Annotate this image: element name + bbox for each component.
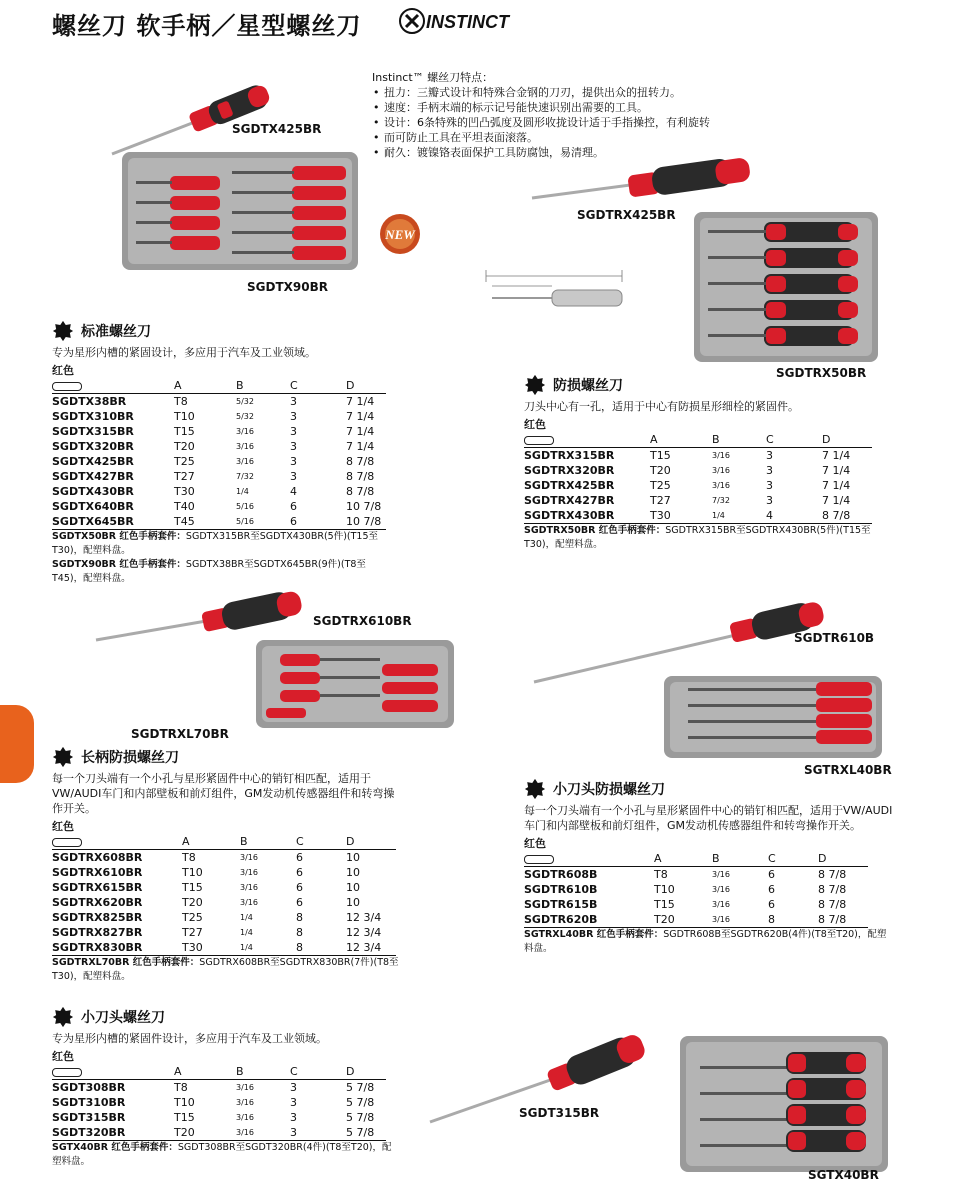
part-number: SGDTX427BR — [52, 470, 134, 483]
table-row — [52, 409, 386, 424]
tray-image-sgtrxl40br — [664, 676, 884, 760]
tip-size: T8 — [174, 1081, 188, 1094]
column-header: A — [650, 432, 712, 448]
table-row — [52, 880, 396, 895]
tip-size: T15 — [174, 1111, 195, 1124]
kit-part-number: SGTX40BR 红色手柄套件： — [52, 1142, 178, 1153]
tip-size: T15 — [182, 881, 203, 894]
column-header: C — [296, 834, 346, 850]
kit-part-number: SGDTRX50BR 红色手柄套件： — [524, 525, 666, 536]
kit-note — [524, 524, 894, 552]
part-number: SGDTRX608BR — [52, 851, 143, 864]
dim-c: 8 — [296, 940, 346, 956]
kit-notes — [524, 928, 894, 956]
column-header: C — [768, 851, 818, 867]
handle-shape-icon — [52, 838, 82, 847]
part-number: SGDTX430BR — [52, 485, 134, 498]
kit-notes — [524, 524, 894, 552]
part-number: SGDTRX827BR — [52, 926, 143, 939]
tray-image-sgtx40br — [680, 1036, 890, 1174]
feature-item: • 耐久：镀镍铬表面保护工具防腐蚀，易清理。 — [384, 145, 772, 160]
tip-size: T8 — [182, 851, 196, 864]
dim-c: 3 — [290, 470, 297, 483]
dim-d: 10 — [346, 881, 360, 894]
caption-sgtrxl40br: SGTRXL40BR — [804, 763, 892, 777]
part-number: SGDTRX320BR — [524, 464, 615, 477]
dim-b: 3/16 — [236, 442, 254, 451]
table-row — [524, 912, 868, 928]
table-row — [52, 1080, 386, 1096]
part-number: SGDTX315BR — [52, 425, 134, 438]
dim-d: 7 1/4 — [346, 440, 375, 453]
dim-c: 3 — [290, 1081, 297, 1094]
table-row — [52, 484, 386, 499]
section-heading — [524, 374, 894, 396]
table-row — [52, 895, 396, 910]
dim-b: 3/16 — [712, 466, 730, 475]
table-row — [524, 508, 872, 524]
dim-d: 8 7/8 — [346, 485, 375, 498]
kit-note — [52, 956, 404, 984]
kit-part-number: SGTRXL40BR 红色手柄套件： — [524, 929, 664, 940]
dim-b: 3/16 — [712, 451, 730, 460]
kit-description: SGDTX38BR至SGDTX645BR(9件)(T8至T45)，配塑料盘。 — [52, 559, 366, 584]
section-tamper — [524, 374, 894, 552]
tip-size: T30 — [650, 508, 712, 524]
part-number: SGDTX310BR — [52, 410, 134, 423]
new-badge — [378, 212, 422, 256]
caption-sgdtx425br: SGDTX425BR — [232, 122, 322, 136]
dim-d: 10 7/8 — [346, 500, 382, 513]
column-header: D — [346, 1064, 386, 1080]
section-heading — [52, 1006, 397, 1028]
tray-image-sgdtrx50br — [694, 212, 880, 364]
dim-c: 3 — [290, 1096, 297, 1109]
dim-d: 8 7/8 — [346, 470, 375, 483]
part-number: SGDTX320BR — [52, 440, 134, 453]
dim-b: 1/4 — [240, 940, 296, 956]
dim-c: 3 — [290, 455, 297, 468]
column-header: A — [654, 851, 712, 867]
color-label: 红色 — [524, 418, 546, 431]
dim-d: 8 7/8 — [818, 868, 847, 881]
dim-b: 1/4 — [240, 928, 253, 937]
part-number: SGDT320BR — [52, 1125, 174, 1141]
tip-size: T8 — [174, 395, 188, 408]
kit-note — [52, 1141, 397, 1169]
torx-star-icon — [52, 746, 74, 768]
screwdriver-image-sgdtr610b — [530, 592, 830, 688]
table-row — [52, 925, 396, 940]
section-title: 标准螺丝刀 — [81, 324, 151, 340]
feature-item: • 设计：6条特殊的凹凸弧度及圆形收拢设计适于手指操控，有利旋转 — [384, 115, 772, 130]
section-description: 每一个刀头端有一个小孔与星形紧固件中心的销钉相匹配，适用于VW/AUDI车门和内部壁板和前灯组件，GM发动机传感器组件和转弯操作开关。 — [52, 772, 395, 815]
dim-c: 3 — [766, 479, 773, 492]
spec-table — [524, 836, 868, 928]
dim-b: 5/16 — [236, 502, 254, 511]
dim-d: 7 1/4 — [822, 479, 851, 492]
kit-notes — [52, 956, 404, 984]
dim-d: 12 3/4 — [346, 911, 382, 924]
table-row — [524, 463, 872, 478]
dim-b: 3/16 — [712, 912, 768, 928]
tip-size: T27 — [650, 494, 671, 507]
screwdriver-image-sgdtx425br — [100, 72, 300, 162]
tip-size: T10 — [174, 1096, 195, 1109]
caption-sgdtrx425br: SGDTRX425BR — [577, 208, 676, 222]
kit-part-number: SGDTX50BR 红色手柄套件： — [52, 531, 186, 542]
kit-notes — [52, 1141, 397, 1169]
part-number: SGDT315BR — [52, 1111, 126, 1124]
dim-b: 1/4 — [236, 487, 249, 496]
tip-size: T10 — [654, 883, 675, 896]
section-description: 专为星形内槽的紧固设计，多应用于汽车及工业领域。 — [52, 346, 316, 359]
section-small-tamper — [524, 778, 894, 956]
handle-shape-icon — [524, 436, 554, 445]
part-number: SGDT308BR — [52, 1081, 126, 1094]
color-label: 红色 — [52, 364, 74, 377]
dim-b: 3/16 — [240, 868, 258, 877]
table-row — [52, 454, 386, 469]
dim-b: 3/16 — [240, 898, 258, 907]
table-row — [52, 469, 386, 484]
section-title: 防损螺丝刀 — [553, 378, 623, 394]
table-row — [524, 493, 872, 508]
dim-b: 3/16 — [240, 853, 258, 862]
part-number: SGDT310BR — [52, 1096, 126, 1109]
table-row — [52, 850, 396, 866]
handle-shape-icon — [52, 382, 82, 391]
column-header: C — [290, 1064, 346, 1080]
section-description: 专为星形内槽的紧固件设计，多应用于汽车及工业领域。 — [52, 1032, 327, 1045]
column-header: A — [182, 834, 240, 850]
dim-d: 10 — [346, 851, 360, 864]
table-row — [524, 478, 872, 493]
screwdriver-image-sgdtrx610br — [92, 588, 312, 648]
dim-c: 3 — [766, 464, 773, 477]
tip-size: T45 — [174, 514, 236, 530]
feature-item-continued: • 而可防止工具在平坦表面滚落。 — [384, 130, 772, 145]
color-label: 红色 — [52, 1050, 74, 1063]
side-tab-marker — [0, 705, 34, 783]
caption-sgdtrx50br: SGDTRX50BR — [776, 366, 867, 380]
caption-sgdtrx610br: SGDTRX610BR — [313, 614, 412, 628]
column-header: A — [174, 378, 236, 394]
column-header: B — [240, 834, 296, 850]
section-title: 小刀头防损螺丝刀 — [553, 782, 665, 798]
dim-b: 3/16 — [712, 870, 730, 879]
dim-d: 7 1/4 — [346, 425, 375, 438]
dim-b: 3/16 — [240, 883, 258, 892]
features-heading: Instinct™ 螺丝刀特点： — [372, 71, 494, 84]
dim-c: 6 — [296, 866, 303, 879]
part-number: SGDTX645BR — [52, 514, 174, 530]
dim-d: 12 3/4 — [346, 926, 382, 939]
new-badge-text: NEW — [385, 227, 415, 242]
part-number: SGDTR620B — [524, 912, 654, 928]
tip-size: T30 — [174, 485, 195, 498]
torx-star-icon — [52, 1006, 74, 1028]
column-header: B — [712, 851, 768, 867]
dim-b: 3/16 — [712, 885, 730, 894]
features-block — [372, 70, 772, 160]
column-header: D — [822, 432, 872, 448]
dim-c: 6 — [290, 514, 346, 530]
dim-c: 6 — [290, 500, 297, 513]
part-number: SGDTX425BR — [52, 455, 134, 468]
part-number: SGDTX38BR — [52, 395, 127, 408]
dim-d: 8 7/8 — [822, 508, 872, 524]
part-number: SGDTX640BR — [52, 500, 134, 513]
section-standard — [52, 320, 392, 586]
dim-c: 3 — [290, 410, 297, 423]
part-number: SGDTRX315BR — [524, 449, 615, 462]
kit-part-number: SGDTRXL70BR 红色手柄套件： — [52, 957, 200, 968]
dim-d: 7 1/4 — [822, 494, 851, 507]
logo-text: INSTINCT — [426, 12, 509, 32]
dim-d: 8 7/8 — [818, 898, 847, 911]
tip-size: T40 — [174, 500, 195, 513]
tip-size: T27 — [182, 926, 203, 939]
dim-b: 3/16 — [712, 900, 730, 909]
dim-b: 3/16 — [236, 1083, 254, 1092]
kit-description: SGDT308BR至SGDT320BR(4件)(T8至T20)，配塑料盘。 — [52, 1142, 392, 1167]
part-number: SGDTRX610BR — [52, 866, 143, 879]
part-number: SGDTR615B — [524, 898, 598, 911]
dim-c: 3 — [290, 1125, 346, 1141]
table-row — [524, 448, 872, 464]
part-number: SGDTRX430BR — [524, 508, 650, 524]
spec-table — [52, 1049, 386, 1141]
dim-b: 7/32 — [236, 472, 254, 481]
torx-star-icon — [524, 374, 546, 396]
dim-c: 3 — [290, 440, 297, 453]
section-long-tamper — [52, 746, 404, 984]
column-header: B — [236, 1064, 290, 1080]
section-heading — [52, 320, 392, 342]
table-row — [524, 882, 868, 897]
tip-size: T8 — [654, 868, 668, 881]
dim-c: 6 — [768, 868, 775, 881]
dim-c: 6 — [768, 883, 775, 896]
column-header: C — [766, 432, 822, 448]
dim-c: 6 — [296, 851, 303, 864]
dim-b: 1/4 — [712, 508, 766, 524]
table-row — [52, 1125, 386, 1141]
dim-d: 5 7/8 — [346, 1111, 375, 1124]
caption-sgdt315br: SGDT315BR — [519, 1106, 600, 1120]
tip-size: T10 — [182, 866, 203, 879]
spec-table — [52, 819, 396, 956]
kit-description: SGDTX315BR至SGDTX430BR(5件)(T15至T30)，配塑料盘。 — [52, 531, 379, 556]
dim-b: 3/16 — [236, 1125, 290, 1141]
tip-size: T25 — [174, 455, 195, 468]
tip-size: T20 — [174, 1125, 236, 1141]
feature-item: • 扭力：三瓣式设计和特殊合金钢的刀刃，提供出众的扭转力。 — [384, 85, 772, 100]
handle-shape-icon — [524, 855, 554, 864]
part-number: SGDTRX620BR — [52, 896, 143, 909]
tip-size: T15 — [174, 425, 195, 438]
tip-size: T15 — [654, 898, 675, 911]
tip-size: T20 — [174, 440, 195, 453]
column-header: D — [346, 378, 386, 394]
column-header: A — [174, 1064, 236, 1080]
column-header: C — [290, 378, 346, 394]
section-title: 长柄防损螺丝刀 — [81, 750, 179, 766]
handle-shape-icon — [52, 1068, 82, 1077]
section-title: 小刀头螺丝刀 — [81, 1010, 165, 1026]
spec-table — [52, 363, 386, 530]
dimension-drawing — [482, 266, 632, 316]
part-number: SGDTRX830BR — [52, 940, 182, 956]
dim-c: 8 — [296, 911, 303, 924]
column-header: D — [818, 851, 868, 867]
dim-c: 3 — [766, 494, 773, 507]
color-label: 红色 — [524, 837, 546, 850]
table-row — [52, 1110, 386, 1125]
kit-note — [52, 558, 392, 586]
part-number: SGDTRX425BR — [524, 479, 615, 492]
table-row — [52, 394, 386, 410]
tip-size: T27 — [174, 470, 195, 483]
column-header: D — [346, 834, 396, 850]
dim-c: 4 — [290, 485, 297, 498]
tip-size: T20 — [182, 896, 203, 909]
dim-c: 6 — [768, 898, 775, 911]
dim-d: 7 1/4 — [346, 395, 375, 408]
dim-d: 7 1/4 — [822, 464, 851, 477]
screwdriver-image-sgdtrx425br — [528, 150, 768, 210]
feature-item: • 速度：手柄末端的标示记号能快速识别出需要的工具。 — [384, 100, 772, 115]
dim-c: 3 — [766, 449, 773, 462]
page-title: 螺丝刀 软手柄／星型螺丝刀 — [52, 12, 362, 40]
dim-d: 10 — [346, 866, 360, 879]
kit-description: SGDTRX608BR至SGDTRX830BR(7件)(T8至T30)，配塑料盘。 — [52, 957, 399, 982]
dim-d: 10 — [346, 896, 360, 909]
dim-b: 3/16 — [712, 481, 730, 490]
section-heading — [52, 746, 404, 768]
dim-d: 5 7/8 — [346, 1125, 386, 1141]
color-label: 红色 — [52, 820, 74, 833]
section-heading — [524, 778, 894, 800]
dim-b: 1/4 — [240, 913, 253, 922]
column-header: B — [236, 378, 290, 394]
tray-image-sgdtrxl70br — [256, 640, 456, 730]
dim-c: 3 — [290, 395, 297, 408]
dim-b: 7/32 — [712, 496, 730, 505]
section-small — [52, 1006, 397, 1169]
dim-b: 5/16 — [236, 514, 290, 530]
kit-notes — [52, 530, 392, 586]
caption-sgdtrxl70br: SGDTRXL70BR — [131, 727, 229, 741]
torx-star-icon — [52, 320, 74, 342]
tip-size: T15 — [650, 449, 671, 462]
table-row — [52, 940, 396, 956]
table-row — [52, 424, 386, 439]
column-header: B — [712, 432, 766, 448]
dim-c: 6 — [296, 896, 303, 909]
dim-b: 3/16 — [236, 1113, 254, 1122]
dim-b: 5/32 — [236, 397, 254, 406]
dim-c: 3 — [290, 425, 297, 438]
table-row — [524, 867, 868, 883]
table-row — [524, 897, 868, 912]
kit-note — [52, 530, 392, 558]
dim-b: 5/32 — [236, 412, 254, 421]
spec-table — [524, 417, 872, 524]
dim-c: 6 — [296, 881, 303, 894]
instinct-logo — [398, 6, 558, 36]
dim-d: 5 7/8 — [346, 1081, 375, 1094]
section-description: 每一个刀头端有一个小孔与星形紧固件中心的销钉相匹配，适用于VW/AUDI车门和内部壁板和前灯组件，GM发动机传感器组件和转弯操作开关。 — [524, 804, 893, 832]
dim-d: 10 7/8 — [346, 514, 386, 530]
section-description: 刀头中心有一孔，适用于中心有防损星形细栓的紧固件。 — [524, 400, 799, 413]
part-number: SGDTRX825BR — [52, 911, 143, 924]
part-number: SGDTR608B — [524, 868, 598, 881]
dim-d: 5 7/8 — [346, 1096, 375, 1109]
tip-size: T10 — [174, 410, 195, 423]
dim-c: 4 — [766, 508, 822, 524]
dim-c: 8 — [296, 926, 303, 939]
caption-sgdtr610b: SGDTR610B — [794, 631, 875, 645]
torx-star-icon — [524, 778, 546, 800]
dim-b: 3/16 — [236, 1098, 254, 1107]
tip-size: T20 — [654, 912, 712, 928]
table-row — [52, 514, 386, 530]
caption-sgdtx90br: SGDTX90BR — [247, 280, 328, 294]
dim-b: 3/16 — [236, 427, 254, 436]
dim-c: 3 — [290, 1111, 297, 1124]
part-number: SGDTRX615BR — [52, 881, 143, 894]
dim-c: 8 — [768, 912, 818, 928]
tip-size: T20 — [650, 464, 671, 477]
table-row — [52, 1095, 386, 1110]
kit-part-number: SGDTX90BR 红色手柄套件： — [52, 559, 186, 570]
part-number: SGDTRX427BR — [524, 494, 615, 507]
kit-note — [524, 928, 894, 956]
tray-image-sgdtx90br — [122, 152, 362, 274]
dim-b: 3/16 — [236, 457, 254, 466]
caption-sgtx40br: SGTX40BR — [808, 1168, 879, 1182]
kit-description: SGDTRX315BR至SGDTRX430BR(5件)(T15至T30)，配塑料盘。 — [524, 525, 871, 550]
table-row — [52, 499, 386, 514]
table-row — [52, 910, 396, 925]
dim-d: 8 7/8 — [818, 912, 868, 928]
table-row — [52, 865, 396, 880]
tip-size: T30 — [182, 940, 240, 956]
dim-d: 7 1/4 — [346, 410, 375, 423]
kit-description: SGDTR608B至SGDTR620B(4件)(T8至T20)，配塑料盘。 — [524, 929, 887, 954]
part-number: SGDTR610B — [524, 883, 598, 896]
table-row — [52, 439, 386, 454]
tip-size: T25 — [650, 479, 671, 492]
tip-size: T25 — [182, 911, 203, 924]
dim-d: 8 7/8 — [346, 455, 375, 468]
dim-d: 8 7/8 — [818, 883, 847, 896]
dim-d: 7 1/4 — [822, 449, 851, 462]
dim-d: 12 3/4 — [346, 940, 396, 956]
